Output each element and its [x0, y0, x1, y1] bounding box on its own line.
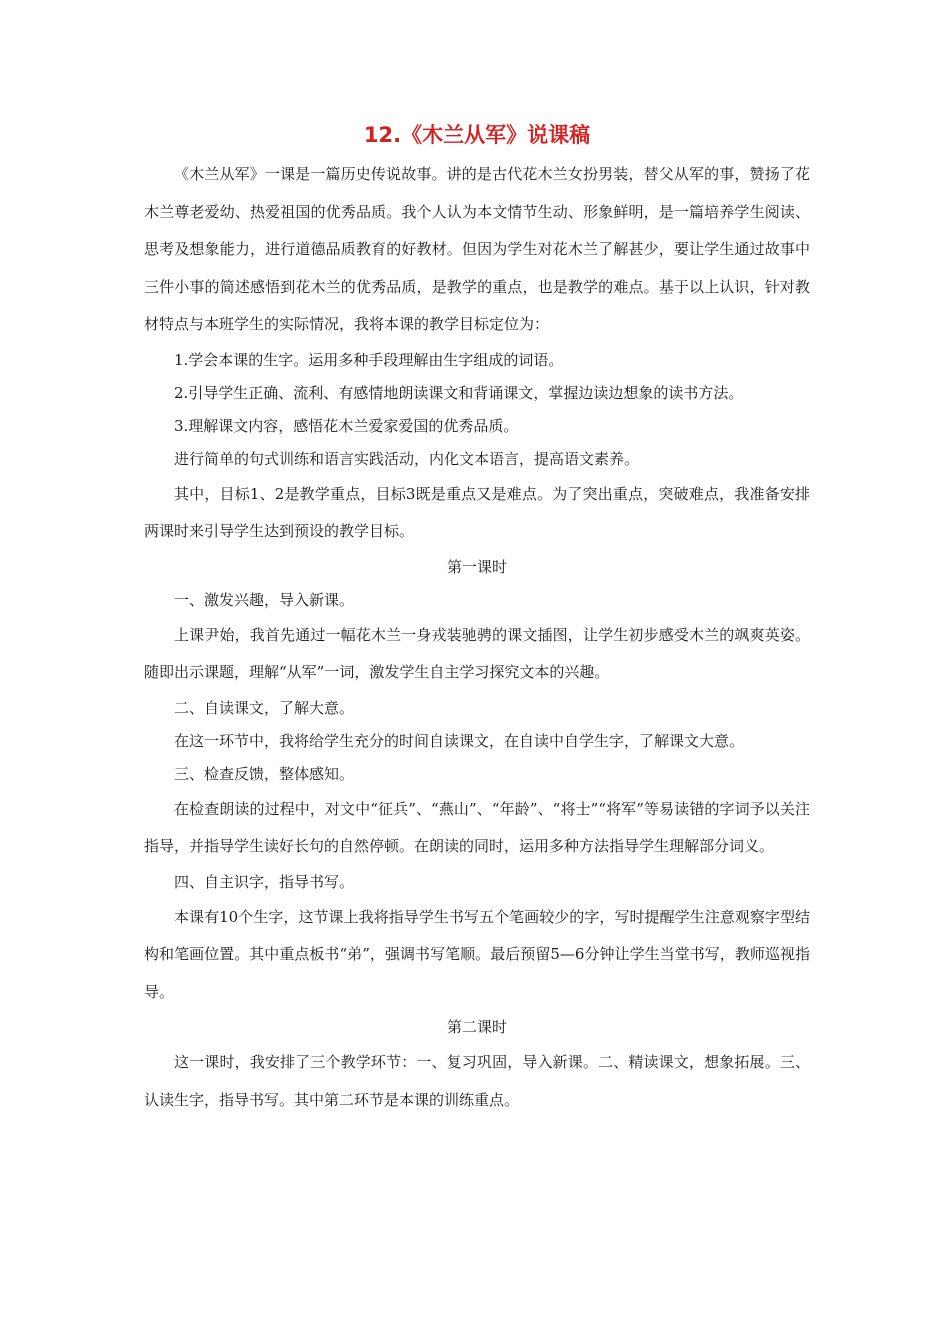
- lesson1-step-paragraph: 在这一环节中，我将给学生充分的时间自读课文，在自读中自学生字，了解课文大意。: [174, 731, 745, 750]
- lesson1-step-heading: 三、检查反馈，整体感知。: [174, 764, 355, 783]
- lesson1-step-paragraph: 在检查朗读的过程中，对文中“征兵”、“燕山”、“年龄”、“将士”“将军”等易读错的字词予以关注指导，并指导学生读好长句的自然停顿。在朗读的同时，运用多种方法指导学生理解部分词义。: [144, 799, 810, 855]
- lesson1-step-paragraph: 上课尹始，我首先通过一幅花木兰一身戎装驰骋的课文插图，让学生初步感受木兰的飒爽英姿。随即出示课题，理解“从军”一词，激发学生自主学习探究文本的兴趣。: [144, 625, 810, 681]
- lesson2-paragraph: 这一课时，我安排了三个教学环节：一、复习巩固，导入新课。二、精读课文，想象拓展。三、认读生字，指导书写。其中第二环节是本课的训练重点。: [144, 1053, 810, 1109]
- goal-item-2: 2.引导学生正确、流利、有感情地朗读课文和背诵课文，掌握边读边想象的读书方法。: [174, 383, 744, 402]
- lesson1-step-heading: 四、自主识字，指导书写。: [174, 872, 355, 891]
- focus-paragraph: 其中，目标1、2是教学重点，目标3既是重点又是难点。为了突出重点，突破难点，我准备安排两课时来引导学生达到预设的教学目标。: [144, 484, 810, 540]
- lesson2-heading: 第二课时: [446, 1018, 507, 1036]
- lesson1-step-paragraph: 本课有10个生字，这节课上我将指导学生书写五个笔画较少的字，写时提醒学生注意观察字型结构和笔画位置。其中重点板书“弟”，强调书写笔顺。最后预留5—6分钟让学生当堂书写，教师巡视指导。: [144, 907, 810, 1001]
- lesson1-step-heading: 一、激发兴趣，导入新课。: [174, 590, 355, 609]
- lesson1-heading: 第一课时: [446, 557, 507, 576]
- practice-paragraph: 进行简单的句式训练和语言实践活动，内化文本语言，提高语文素养。: [174, 449, 640, 468]
- document-title: 12.《木兰从军》说课稿: [363, 123, 591, 147]
- document-page: [144, 118, 810, 1119]
- goal-item-3: 3.理解课文内容，感悟花木兰爱家爱国的优秀品质。: [174, 416, 519, 435]
- goal-item-1: 1.学会本课的生字。运用多种手段理解由生字组成的词语。: [174, 350, 564, 369]
- intro-paragraph: 《木兰从军》一课是一篇历史传说故事。讲的是古代花木兰女扮男装，替父从军的事，赞扬了花木兰尊老爱幼、热爱祖国的优秀品质。我个人认为本文情节生动、形象鲜明，是一篇培养学生阅读、思考及想象能力，进行道德品质教育的好教材。但因为学生对花木兰了解甚少，要让学生通过故事中三件小事的简述感悟到花木兰的优秀品质，是教学的重点，也是教学的难点。基于以上认识，针对教材特点与本班学生的实际情况，我将本课的教学目标定位为：: [144, 165, 810, 333]
- lesson1-step-heading: 二、自读课文，了解大意。: [174, 698, 355, 717]
